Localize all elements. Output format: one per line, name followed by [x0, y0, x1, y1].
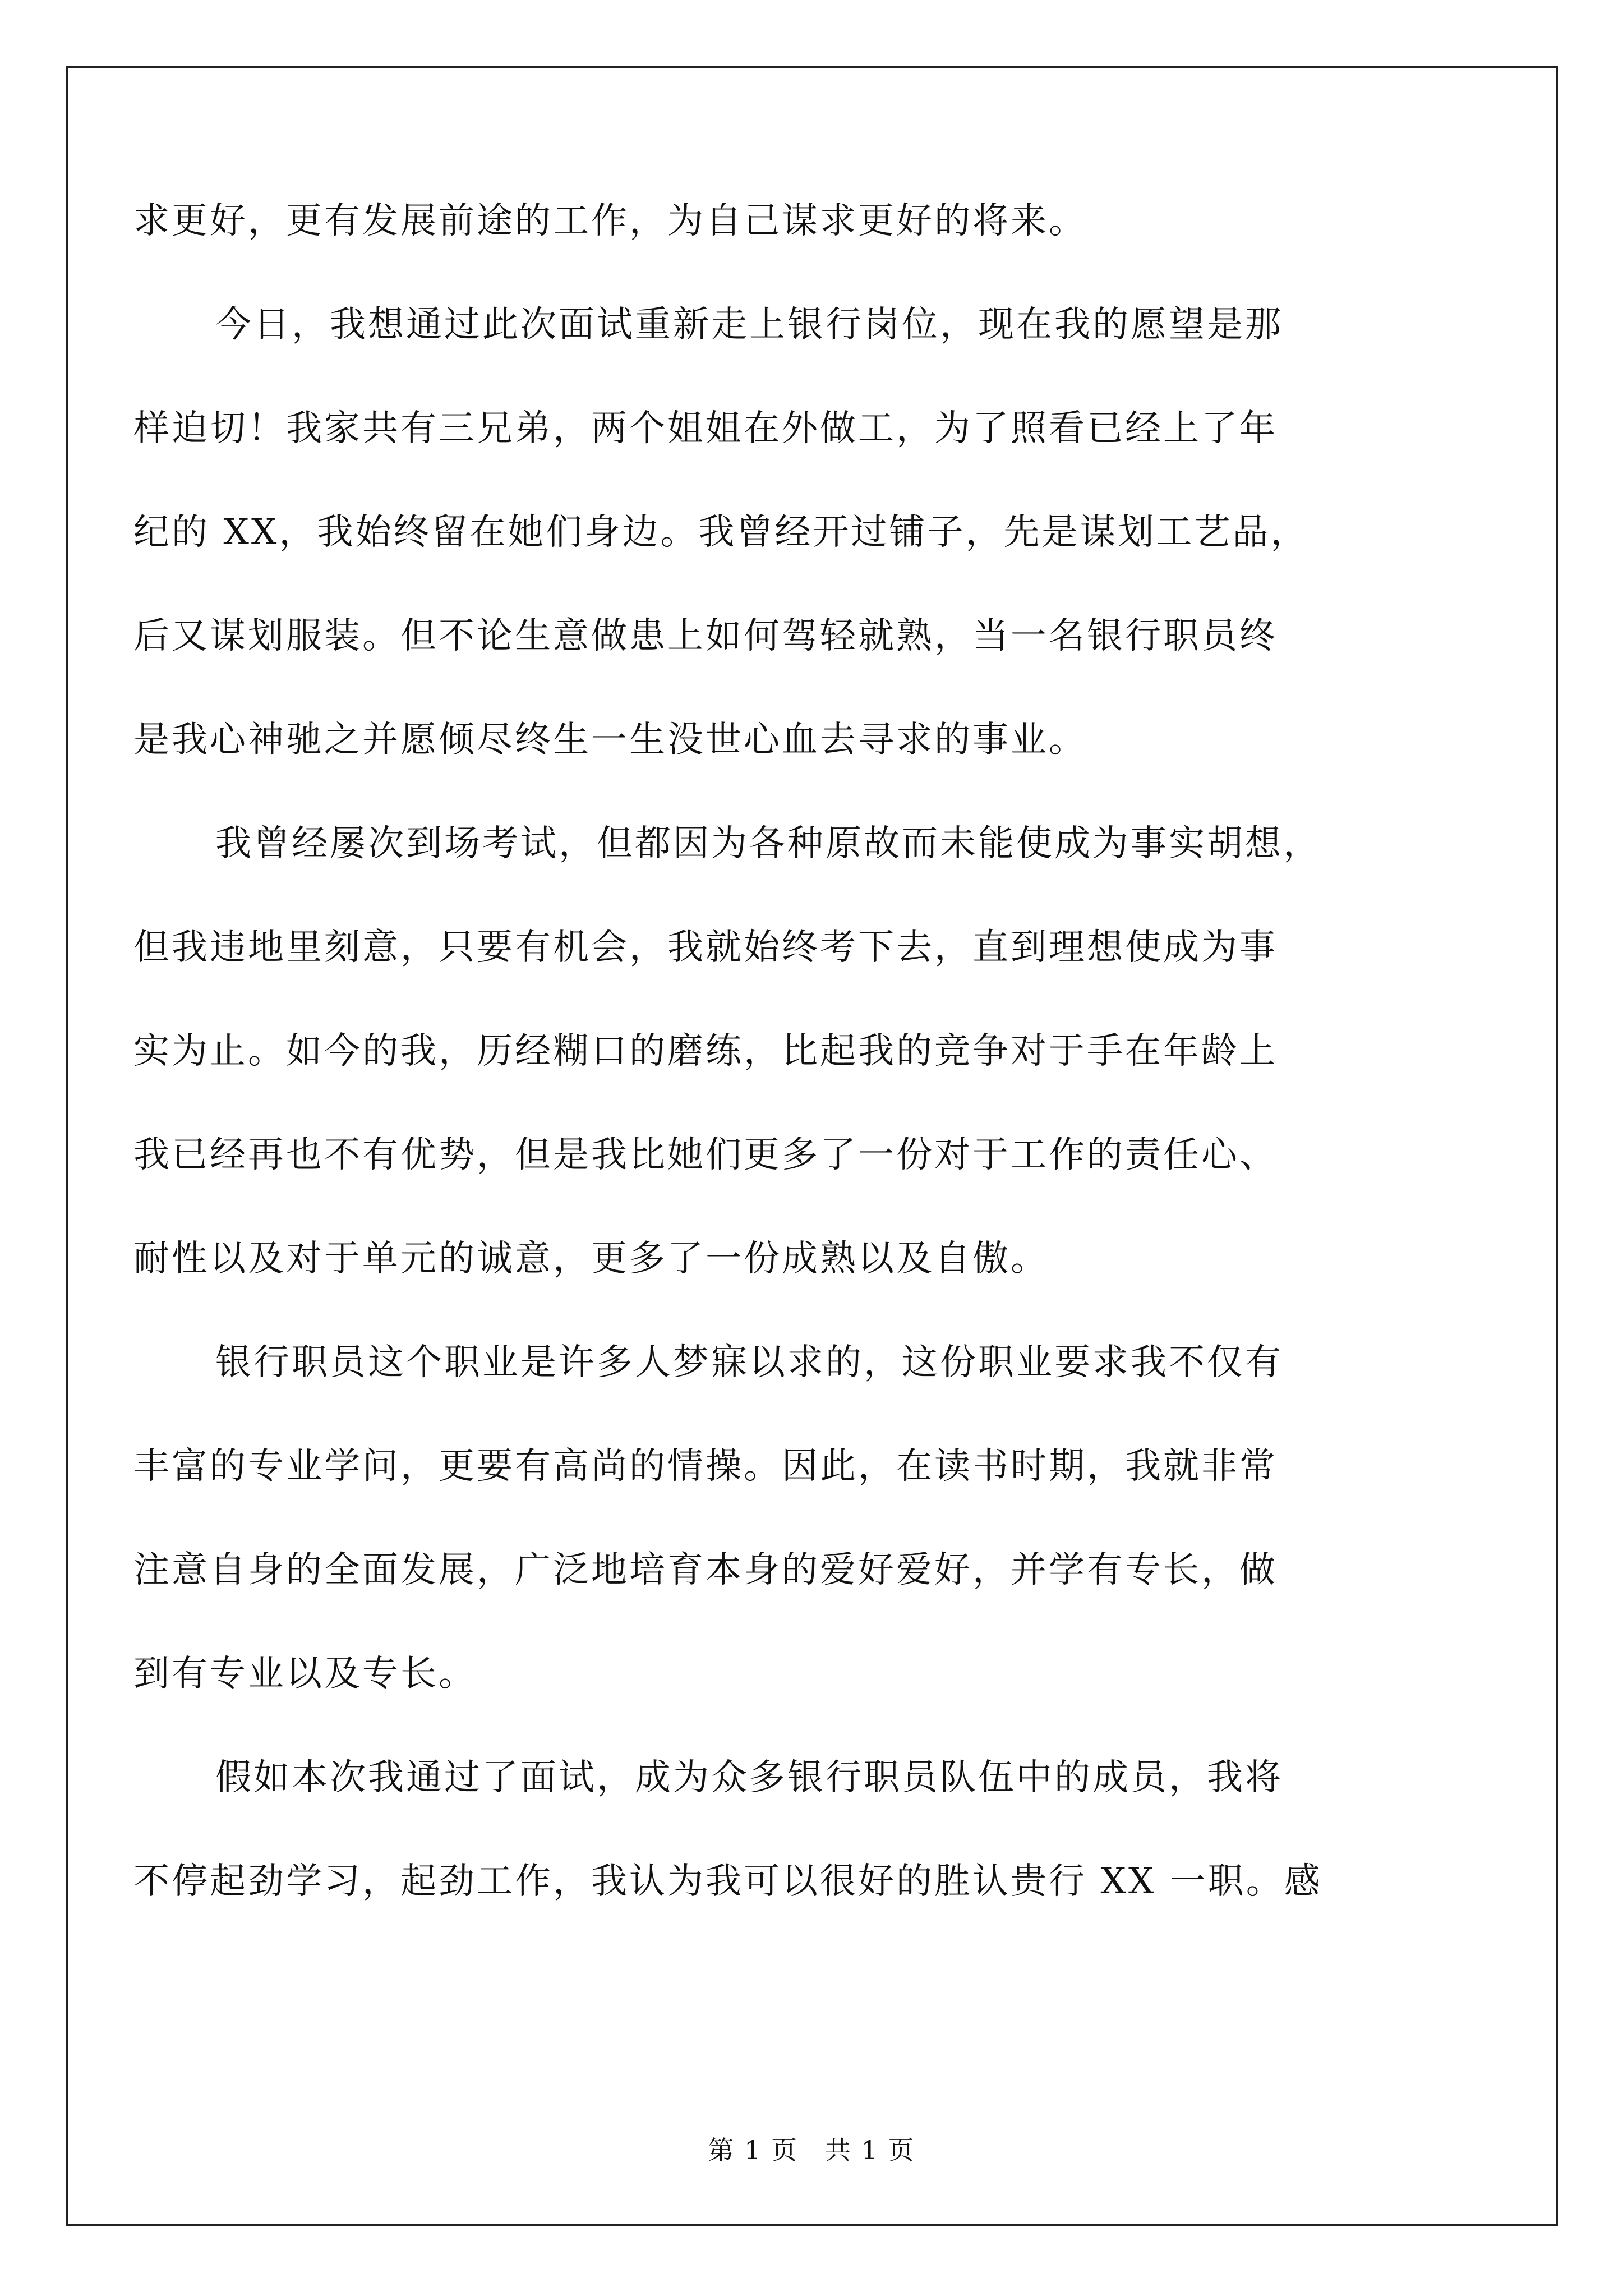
text-line: 但我违地里刻意，只要有机会，我就始终考下去，直到理想使成为事 — [133, 927, 1278, 968]
text-line: 耐性以及对于单元的诚意，更多了一份成熟以及自傲。 — [133, 1238, 1049, 1280]
page-number-footer: 第 1 页 共 1 页 — [708, 2135, 915, 2165]
paragraph-start-line: 我曾经屡次到场考试，但都因为各种原故而未能使成为事实胡想， — [215, 823, 1321, 864]
text-line: 我已经再也不有优势，但是我比她们更多了一份对于工作的责任心、 — [133, 1134, 1278, 1176]
text-line: 样迫切！我家共有三兄弟，两个姐姐在外做工，为了照看已经上了年 — [133, 408, 1278, 449]
text-line: 是我心神驰之并愿倾尽终生一生没世心血去寻求的事业。 — [133, 719, 1087, 761]
paragraph-start-line: 银行职员这个职业是许多人梦寐以求的，这份职业要求我不仅有 — [215, 1342, 1283, 1383]
text-line: 纪的 XX，我始终留在她们身边。我曾经开过铺子，先是谋划工艺品， — [133, 512, 1309, 553]
text-line: 求更好，更有发展前途的工作，为自己谋求更好的将来。 — [133, 200, 1087, 242]
text-line: 不停起劲学习，起劲工作，我认为我可以很好的胜认贵行 XX 一职。感 — [133, 1861, 1322, 1902]
paragraph-start-line: 假如本次我通过了面试，成为众多银行职员队伍中的成员，我将 — [215, 1757, 1283, 1798]
text-line: 到有专业以及专长。 — [133, 1653, 477, 1695]
text-line: 注意自身的全面发展，广泛地培育本身的爱好爱好，并学有专长，做 — [133, 1549, 1278, 1591]
text-line: 实为止。如今的我，历经糊口的磨练，比起我的竞争对于手在年龄上 — [133, 1030, 1278, 1072]
text-line: 后又谋划服装。但不论生意做患上如何驾轻就熟，当一名银行职员终 — [133, 615, 1278, 657]
paragraph-start-line: 今日，我想通过此次面试重新走上银行岗位，现在我的愿望是那 — [215, 304, 1283, 346]
text-line: 丰富的专业学问，更要有高尚的情操。因此，在读书时期，我就非常 — [133, 1446, 1278, 1487]
